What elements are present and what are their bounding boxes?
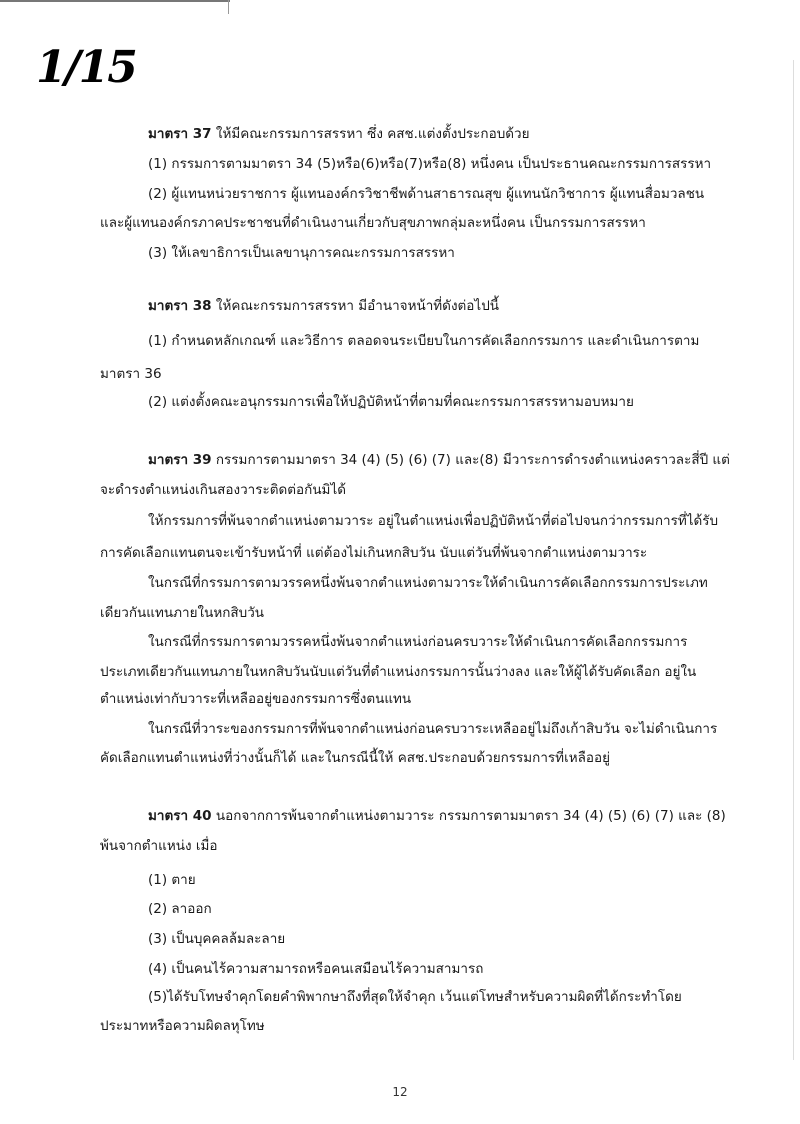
section-38-item-2: (2) แต่งตั้งคณะอนุกรรมการเพื่อให้ปฏิบัติหน้าที่ตามที่คณะกรรมการสรรหามอบหมาย — [148, 394, 634, 410]
section-40-item-4: (4) เป็นคนไร้ความสามารถหรือคนเสมือนไร้ความสามารถ — [148, 961, 484, 977]
section-40-item-5: (5)ได้รับโทษจำคุกโดยคำพิพากษาถึงที่สุดให้จำคุก เว้นแต่โทษสำหรับความผิดที่ได้กระทำโดย — [148, 989, 682, 1005]
section-40-item-2: (2) ลาออก — [148, 901, 212, 917]
section-39-line-6: ในกรณีที่กรรมการตามวรรคหนึ่งพ้นจากตำแหน่งก่อนครบวาระให้ดำเนินการคัดเลือกกรรมการ — [148, 634, 688, 650]
section-39-line-10: คัดเลือกแทนตำแหน่งที่ว่างนั้นก็ได้ และในกรณีนี้ให้ คสช.ประกอบด้วยกรรมการที่เหลืออยู่ — [100, 750, 610, 766]
section-39-line-2: ให้กรรมการที่พ้นจากตำแหน่งตามวาระ อยู่ในตำแหน่งเพื่อปฏิบัติหน้าที่ต่อไปจนกว่ากรรมการที่ได้รับ — [148, 513, 719, 529]
section-38-intro: ให้คณะกรรมการสรรหา มีอำนาจหน้าที่ดังต่อไปนี้ — [215, 298, 499, 314]
section-40-intro: นอกจากการพ้นจากตำแหน่งตามวาระ กรรมการตามมาตรา 34 (4) (5) (6) (7) และ (8) — [215, 808, 726, 824]
section-37-item-2: (2) ผู้แทนหน่วยราชการ ผู้แทนองค์กรวิชาชีพด้านสาธารณสุข ผู้แทนนักวิชาการ ผู้แทนสื่อมวลชน — [148, 186, 705, 202]
section-39-title: มาตรา 39 — [148, 452, 212, 468]
section-39-heading — [148, 450, 730, 470]
section-37-heading — [148, 124, 530, 144]
section-38-item-1-cont: มาตรา 36 — [100, 366, 162, 382]
section-40-item-5-cont: ประมาทหรือความผิดลหุโทษ — [100, 1018, 265, 1034]
section-40-heading — [148, 806, 726, 826]
section-39-line-1: จะดำรงตำแหน่งเกินสองวาระติดต่อกันมิได้ — [100, 482, 347, 498]
section-38-title: มาตรา 38 — [148, 298, 212, 314]
section-37-intro: ให้มีคณะกรรมการสรรหา ซึ่ง คสช.แต่งตั้งประกอบด้วย — [215, 126, 530, 142]
section-39-line-8: ตำแหน่งเท่ากับวาระที่เหลืออยู่ของกรรมการซึ่งตนแทน — [100, 691, 412, 707]
section-39-line-7: ประเภทเดียวกันแทนภายในหกสิบวันนับแต่วันที่ตำแหน่งกรรมการนั้นว่างลง และให้ผู้ได้รับคัดเลือก อยู่ใน — [100, 664, 697, 680]
section-40-line-1: พ้นจากตำแหน่ง เมื่อ — [100, 838, 218, 854]
section-37-item-3: (3) ให้เลขาธิการเป็นเลขานุการคณะกรรมการสรรหา — [148, 245, 455, 261]
section-38-item-1: (1) กำหนดหลักเกณฑ์ และวิธีการ ตลอดจนระเบียบในการคัดเลือกกรรมการ และดำเนินการตาม — [148, 333, 700, 349]
section-37-title: มาตรา 37 — [148, 126, 212, 142]
section-38-heading — [148, 296, 499, 316]
scan-artifact-mark — [228, 0, 229, 14]
section-39-line-4: ในกรณีที่กรรมการตามวรรคหนึ่งพ้นจากตำแหน่งตามวาระให้ดำเนินการคัดเลือกกรรมการประเภท — [148, 575, 708, 591]
section-39-line-9: ในกรณีที่วาระของกรรมการที่พ้นจากตำแหน่งก่อนครบวาระเหลืออยู่ไม่ถึงเก้าสิบวัน จะไม่ดำเนินการ — [148, 721, 718, 737]
section-37-item-1: (1) กรรมการตามมาตรา 34 (5)หรือ(6)หรือ(7)หรือ(8) หนึ่งคน เป็นประธานคณะกรรมการสรรหา — [148, 156, 712, 172]
section-39-intro: กรรมการตามมาตรา 34 (4) (5) (6) (7) และ(8) มีวาระการดำรงตำแหน่งคราวละสี่ปี แต่ — [215, 452, 730, 468]
section-40-item-1: (1) ตาย — [148, 872, 196, 888]
scan-artifact-edge — [793, 60, 794, 1060]
page-number: 12 — [392, 1085, 408, 1099]
section-37-item-2-cont: และผู้แทนองค์กรภาคประชาชนที่ดำเนินงานเกี่ยวกับสุขภาพกลุ่มละหนึ่งคน เป็นกรรมการสรรหา — [100, 215, 646, 231]
section-40-title: มาตรา 40 — [148, 808, 212, 824]
handwritten-page-mark: 1/15 — [36, 42, 136, 93]
scan-artifact-top — [0, 0, 230, 2]
section-39-line-3: การคัดเลือกแทนตนจะเข้ารับหน้าที่ แต่ต้องไม่เกินหกสิบวัน นับแต่วันที่พ้นจากตำแหน่งตามวาระ — [100, 545, 648, 561]
section-40-item-3: (3) เป็นบุคคลล้มละลาย — [148, 931, 286, 947]
section-39-line-5: เดียวกันแทนภายในหกสิบวัน — [100, 605, 265, 621]
